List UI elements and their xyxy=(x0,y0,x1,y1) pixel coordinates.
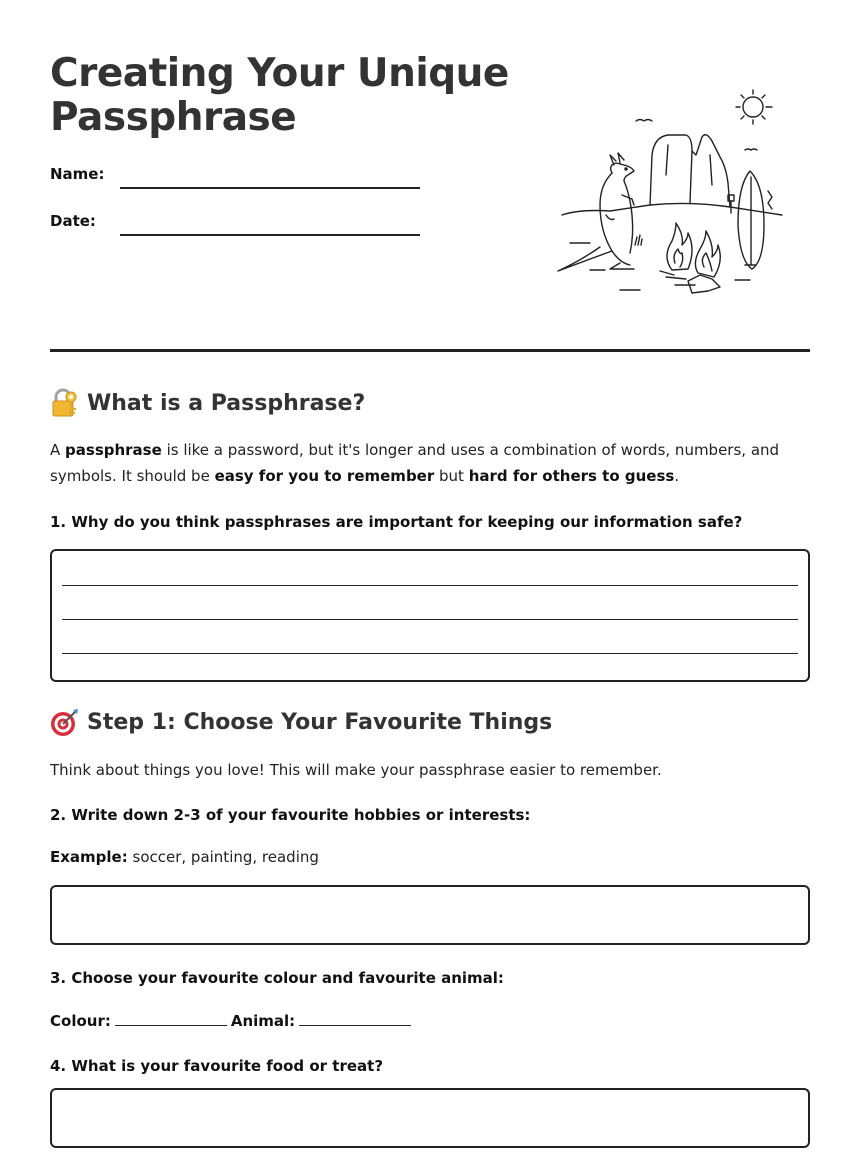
question-4: 4. What is your favourite food or treat? xyxy=(50,1057,384,1075)
sun-icon xyxy=(736,90,772,124)
bold-term: passphrase xyxy=(65,441,162,459)
answer-box-1[interactable] xyxy=(50,549,810,682)
page-title: Creating Your Unique Passphrase xyxy=(50,51,509,140)
bold-term: easy for you to remember xyxy=(214,467,435,485)
step1-intro: Think about things you love! This will make your passphrase easier to remember. xyxy=(50,761,662,779)
section-divider xyxy=(50,349,810,352)
writing-line xyxy=(62,619,798,620)
colour-field[interactable] xyxy=(115,1011,227,1026)
animal-label: Animal: xyxy=(230,1012,296,1030)
section-heading-step1 xyxy=(50,707,552,737)
question-2: 2. Write down 2-3 of your favourite hobbies or interests: xyxy=(50,806,531,824)
colour-animal-line xyxy=(50,1011,415,1030)
date-field[interactable] xyxy=(120,234,420,236)
section-heading-text: What is a Passphrase? xyxy=(87,390,366,416)
name-field[interactable] xyxy=(120,187,420,189)
kangaroo-drawing xyxy=(558,153,634,271)
direct-hit-target-icon xyxy=(50,707,80,737)
question-3: 3. Choose your favourite colour and favourite animal: xyxy=(50,969,504,987)
lock-with-key-icon xyxy=(50,388,80,418)
date-label: Date: xyxy=(50,212,96,230)
text: . xyxy=(674,467,680,485)
example-text: soccer, painting, reading xyxy=(127,848,319,866)
campfire-drawing xyxy=(660,223,720,293)
section-heading-text: Step 1: Choose Your Favourite Things xyxy=(87,709,553,735)
question-1: 1. Why do you think passphrases are important for keeping our information safe? xyxy=(50,513,743,531)
answer-box-2[interactable] xyxy=(50,885,810,945)
passphrase-definition xyxy=(50,437,810,489)
text: is like a password, but it's longer and uses a combination of words, numbers, and symbols. It should be xyxy=(50,441,780,485)
colour-label: Colour: xyxy=(50,1012,111,1030)
writing-line xyxy=(62,585,798,586)
bold-term: hard for others to guess xyxy=(468,467,675,485)
section-heading-passphrase xyxy=(50,388,365,418)
example-label: Example: xyxy=(50,848,128,866)
outback-illustration xyxy=(550,85,790,300)
animal-field[interactable] xyxy=(299,1011,411,1026)
text: but xyxy=(434,467,469,485)
text: A xyxy=(50,441,66,459)
example-line xyxy=(50,844,810,870)
answer-box-4[interactable] xyxy=(50,1088,810,1148)
writing-line xyxy=(62,653,798,654)
name-label: Name: xyxy=(50,165,105,183)
surfboard-drawing xyxy=(738,171,764,269)
